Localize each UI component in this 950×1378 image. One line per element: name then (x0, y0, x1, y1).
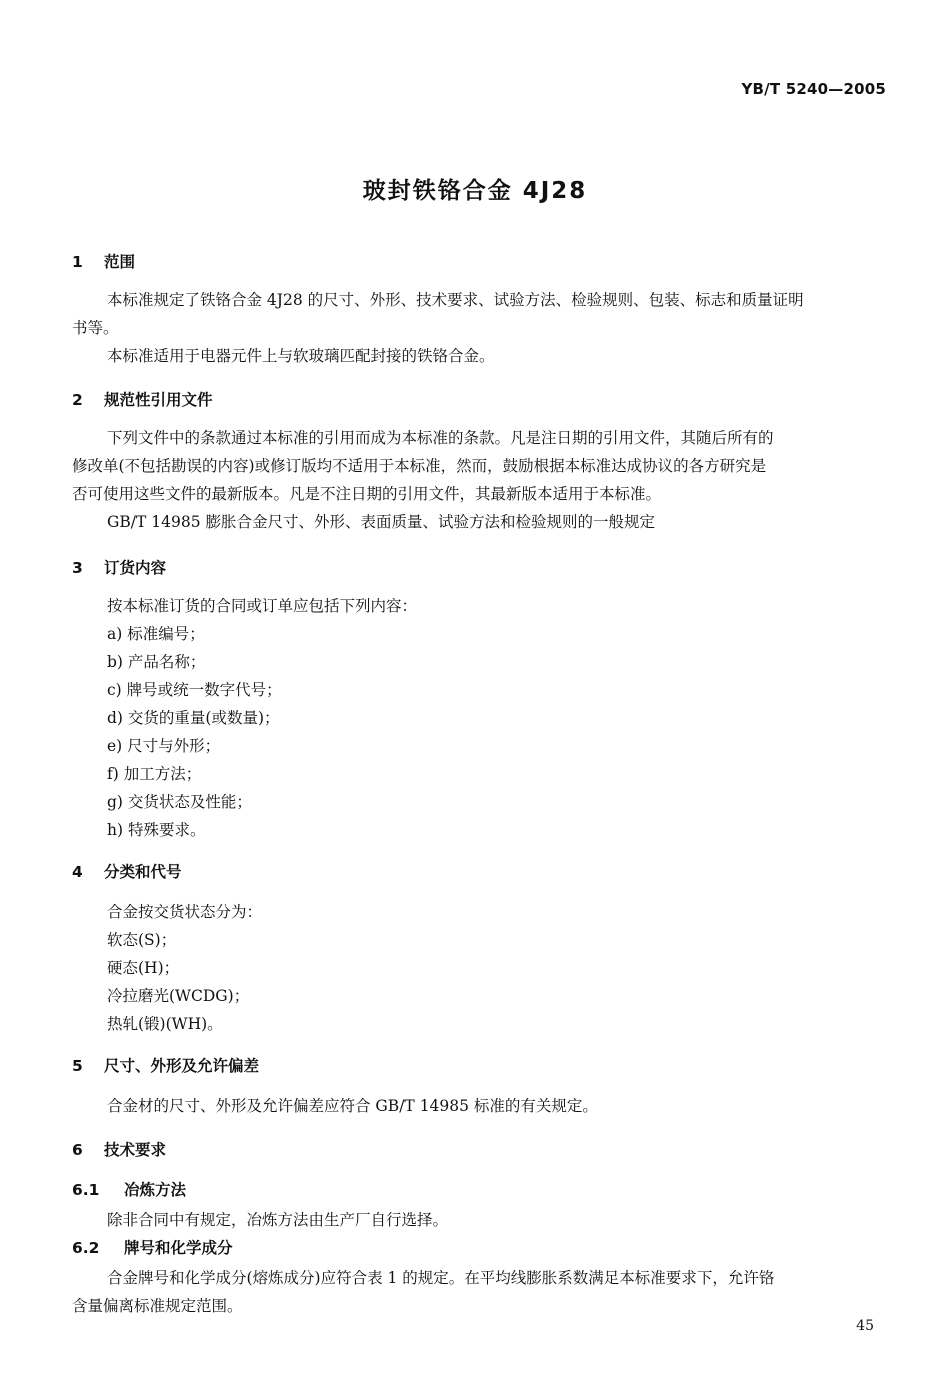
section-1-paragraph-1: 本标准规定了铁铬合金 4J28 的尺寸、外形、技术要求、试验方法、检验规则、包装、标志和质量证明 (107, 291, 804, 309)
section-title: 技术要求 (104, 1141, 167, 1159)
subsection-title: 牌号和化学成分 (124, 1239, 233, 1257)
section-title: 尺寸、外形及允许偏差 (104, 1057, 260, 1075)
subsection-number: 6.1 (72, 1181, 100, 1199)
section-5-heading (72, 1054, 259, 1076)
section-3-heading (72, 556, 166, 578)
list-item: g) 交货状态及性能； (107, 793, 252, 811)
section-number: 5 (72, 1057, 83, 1075)
document-title: 玻封铁铬合金 4J28 (362, 178, 588, 204)
page-number: 45 (856, 1318, 874, 1334)
section-number: 3 (72, 559, 83, 577)
section-5-paragraph: 合金材的尺寸、外形及允许偏差应符合 GB/T 14985 标准的有关规定。 (107, 1097, 598, 1115)
subsection-number: 6.2 (72, 1239, 100, 1257)
list-item: b) 产品名称； (107, 653, 206, 671)
section-1-paragraph-1-cont: 书等。 (72, 319, 119, 337)
section-number: 2 (72, 391, 83, 409)
section-4-heading (72, 860, 182, 882)
subsection-title: 冶炼方法 (124, 1181, 187, 1199)
section-title: 分类和代号 (104, 863, 182, 881)
subsection-6-2-paragraph-line-1: 合金牌号和化学成分(熔炼成分)应符合表 1 的规定。在平均线膨胀系数满足本标准要求下，允许铬 (107, 1269, 775, 1287)
section-number: 4 (72, 863, 83, 881)
normative-reference: GB/T 14985 膨胀合金尺寸、外形、表面质量、试验方法和检验规则的一般规定 (107, 513, 655, 531)
section-2-paragraph-line-2: 修改单(不包括勘误的内容)或修订版均不适用于本标准，然而，鼓励根据本标准达成协议的各方研究是 (72, 457, 767, 475)
section-1-paragraph-2: 本标准适用于电器元件上与软玻璃匹配封接的铁铬合金。 (107, 347, 495, 365)
section-title: 范围 (104, 253, 136, 271)
section-4-intro: 合金按交货状态分为： (107, 903, 263, 921)
section-6-heading (72, 1138, 166, 1160)
section-2-paragraph-line-3: 否可使用这些文件的最新版本。凡是不注日期的引用文件，其最新版本适用于本标准。 (72, 485, 662, 503)
list-item: 软态(S)； (107, 931, 177, 949)
section-2-heading (72, 388, 213, 410)
list-item: 热轧(锻)(WH)。 (107, 1015, 223, 1033)
section-number: 6 (72, 1141, 83, 1159)
list-item: c) 牌号或统一数字代号； (107, 681, 282, 699)
list-item: h) 特殊要求。 (107, 821, 206, 839)
list-item: a) 标准编号； (107, 625, 205, 643)
list-item: 冷拉磨光(WCDG)； (107, 987, 250, 1005)
list-item: e) 尺寸与外形； (107, 737, 221, 755)
list-item: d) 交货的重量(或数量)； (107, 709, 280, 727)
subsection-6-2-heading (72, 1236, 233, 1258)
list-item: f) 加工方法； (107, 765, 202, 783)
subsection-6-2-paragraph-line-2: 含量偏离标准规定范围。 (72, 1297, 243, 1315)
list-item: 硬态(H)； (107, 959, 180, 977)
section-number: 1 (72, 253, 83, 271)
section-3-intro: 按本标准订货的合同或订单应包括下列内容： (107, 597, 418, 615)
subsection-6-1-heading (72, 1178, 186, 1200)
section-title: 订货内容 (104, 559, 167, 577)
standard-code: YB/T 5240—2005 (741, 80, 886, 98)
section-title: 规范性引用文件 (104, 391, 213, 409)
section-2-paragraph-line-1: 下列文件中的条款通过本标准的引用而成为本标准的条款。凡是注日期的引用文件，其随后所有的 (107, 429, 774, 447)
section-1-heading (72, 250, 135, 272)
subsection-6-1-paragraph: 除非合同中有规定，冶炼方法由生产厂自行选择。 (107, 1211, 449, 1229)
